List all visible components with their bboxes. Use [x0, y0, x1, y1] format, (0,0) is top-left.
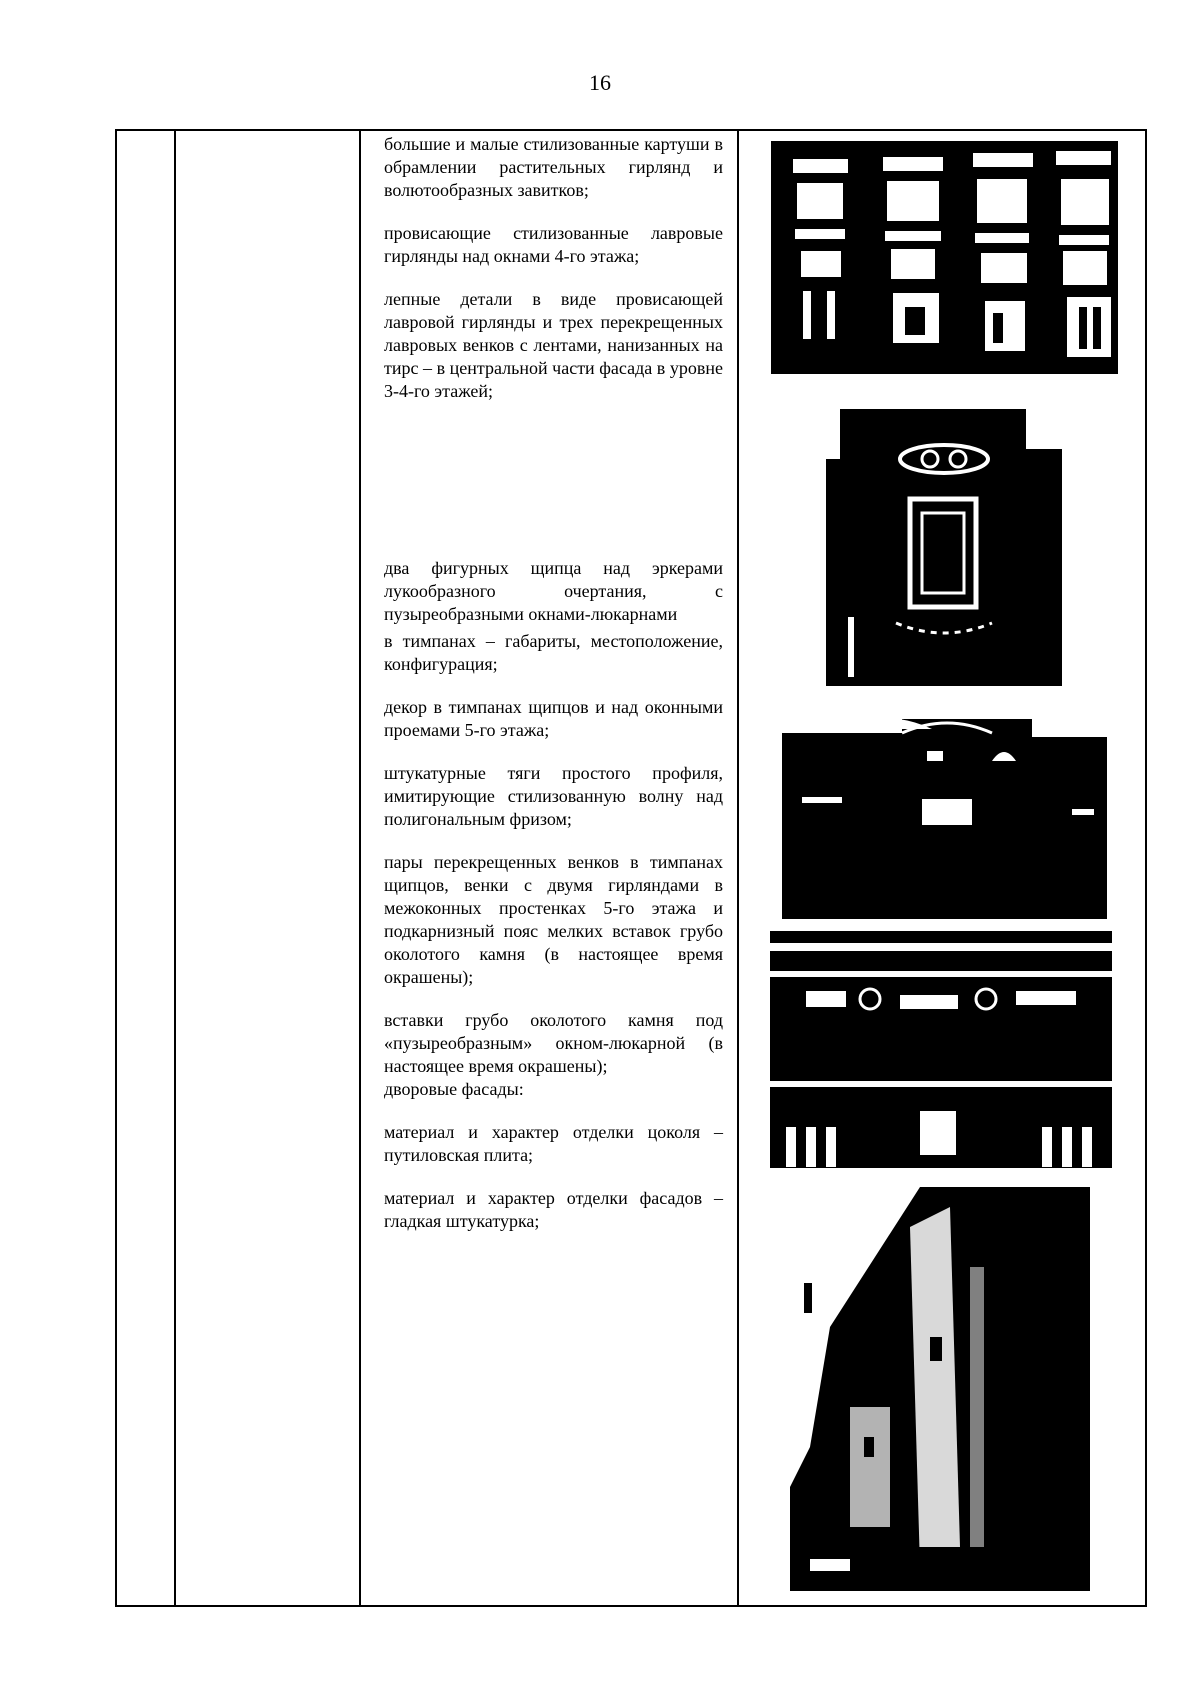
facade-photo-windows [771, 131, 1118, 374]
paragraph-plaster-cornices: штукатурные тяги простого профиля, имитирующие стилизованную волну над полигональным фризом; [384, 763, 723, 829]
paragraph-tympanums: в тимпанах – габариты, местоположение, конфигурация; [384, 631, 723, 674]
paragraph-wreaths: пары перекрещенных венков в тимпанах щипцов, венки с двумя гирляндами в межоконных простенках 5-го этажа и подкарнизный пояс мелких вставок грубо околотого камня (в настоящее время окрашены); [384, 852, 723, 987]
page-number: 16 [589, 70, 611, 95]
paragraph-facade-finish: материал и характер отделки фасадов – гладкая штукатурка; [384, 1188, 723, 1231]
paragraph-laurel-garlands: провисающие стилизованные лавровые гирлянды над окнами 4-го этажа; [384, 223, 723, 266]
paragraph-gables: два фигурных щипца над эркерами лукообразного очертания, с пузыреобразными окнами-люкарнами [384, 558, 723, 624]
description-column [384, 133, 723, 1233]
paragraph-decor: декор в тимпанах щипцов и над оконными проемами 5-го этажа; [384, 697, 723, 740]
column-divider-2 [359, 131, 361, 1605]
courtyard-photo [790, 1187, 1090, 1591]
paragraph-plinth: материал и характер отделки цоколя – путиловская плита; [384, 1122, 723, 1165]
column-divider-3 [737, 131, 739, 1605]
facade-photo-crossed-wreaths [770, 931, 1112, 1168]
facade-photo-wreaths [826, 387, 1062, 686]
paragraph-cartouches: большие и малые стилизованные картуши в обрамлении растительных гирлянд и волютообразных завитков; [384, 134, 723, 200]
paragraph-courtyard-facades: дворовые фасады: [384, 1079, 524, 1099]
facade-photo-gable [782, 719, 1107, 919]
column-divider-1 [174, 131, 176, 1605]
paragraph-stone-inserts: вставки грубо околотого камня под «пузыреобразным» окном-люкарной (в настоящее время окрашены); [384, 1010, 723, 1076]
paragraph-stucco-details: лепные детали в виде провисающей лавровой гирлянды и трех перекрещенных лавровых венков с лентами, нанизанных на тирс – в центральной части фасада в уровне 3-4-го этажей; [384, 289, 723, 401]
